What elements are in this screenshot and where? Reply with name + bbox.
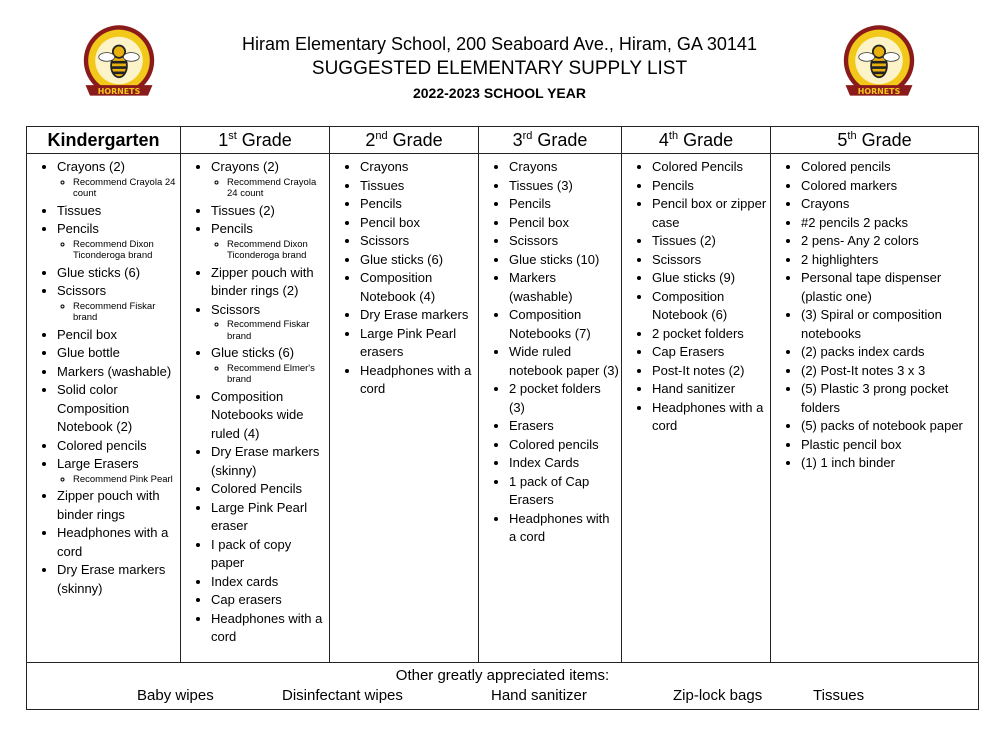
header-grade-4: 4th Grade [622, 127, 771, 154]
other-items-list [27, 687, 978, 709]
supply-item-text: Markers (washable) [509, 270, 573, 304]
recommendation-note: ◦ Recommend Elmer's brand [227, 363, 327, 386]
supply-item-text: Scissors [211, 301, 261, 317]
grade-1-column [181, 154, 330, 663]
supply-item [57, 487, 178, 524]
supply-item [57, 363, 178, 382]
supply-item [211, 301, 327, 343]
supply-item-text: Colored pencils [801, 159, 891, 174]
list-title: SUGGESTED ELEMENTARY SUPPLY LIST [311, 58, 688, 79]
supply-item [509, 195, 619, 214]
supply-item [360, 325, 476, 362]
supply-item-text: 2 pens- Any 2 colors [801, 233, 919, 248]
supply-item-text: Scissors [509, 233, 559, 248]
supply-item [211, 536, 327, 573]
supply-item-text: Pencils [509, 196, 551, 211]
supply-item-text: Crayons (2) [57, 159, 125, 174]
supply-item-text: Hand sanitizer [652, 381, 736, 396]
supply-item-text: Glue sticks (6) [57, 264, 141, 280]
supply-item [57, 202, 178, 221]
supply-item-text: Scissors [652, 251, 702, 267]
document-header [0, 32, 999, 104]
grade-5-column [771, 154, 979, 663]
supply-item [652, 251, 768, 270]
supply-item-text: Cap Erasers [652, 344, 725, 359]
supply-item [652, 177, 768, 196]
supply-item [801, 251, 976, 270]
recommendation-list [211, 319, 327, 342]
supply-item-text: Colored Pencils [211, 481, 303, 496]
supply-item-text: (3) Spiral or composition notebooks [801, 307, 942, 341]
supply-item [509, 510, 619, 547]
supply-item-text: Scissors [360, 233, 410, 248]
supply-item [652, 158, 768, 177]
supply-item [57, 220, 178, 262]
supply-item [509, 232, 619, 251]
supply-item [211, 220, 327, 262]
other-item: Zip-lock bags [673, 687, 763, 704]
supply-item-text: Colored pencils [509, 436, 599, 452]
supply-item-text: Large Erasers [57, 456, 139, 471]
supply-item-text: Plastic pencil box [801, 436, 902, 452]
supply-item [57, 561, 178, 598]
supply-item-text: Glue sticks (6) [360, 251, 444, 267]
supply-item [211, 388, 327, 444]
supply-table [26, 126, 979, 710]
school-year: 2022-2023 SCHOOL YEAR [412, 85, 586, 101]
recommendation-list [57, 239, 178, 262]
supply-item [652, 380, 768, 399]
supply-item-text: Composition Notebook (4) [360, 270, 436, 304]
recommendation-note: ◦ Recommend Dixon Ticonderoga brand [227, 239, 327, 262]
recommendation-list [57, 177, 178, 200]
supply-item [211, 344, 327, 386]
recommendation-note: ◦ Recommend Fiskar brand [73, 301, 178, 324]
recommendation-list [57, 301, 178, 324]
recommendation-note: ◦ Recommend Crayola 24 count [227, 177, 327, 200]
grade-3-column [479, 154, 622, 663]
kindergarten-column [27, 154, 181, 663]
supply-item [801, 232, 976, 251]
supply-item [57, 437, 178, 456]
supply-item [652, 325, 768, 344]
supply-item-text: Zipper pouch with binder rings [57, 488, 160, 522]
supply-item-text: Composition Notebook (6) [652, 288, 728, 322]
supply-item-text: Headphones with a cord [509, 510, 610, 544]
supply-item [801, 380, 976, 417]
supply-item-text: Composition Notebooks wide ruled (4) [211, 388, 304, 441]
supply-item [57, 158, 178, 200]
supply-item-text: Glue sticks (10) [509, 251, 600, 267]
supply-item-text: Pencil box or zipper case [652, 196, 767, 230]
supply-item [360, 306, 476, 325]
supply-item [801, 214, 976, 233]
supply-item-text: Index cards [211, 573, 279, 589]
supply-item-text: Dry Erase markers (skinny) [211, 444, 320, 478]
supply-item-text: Post-It notes (2) [652, 362, 745, 378]
supply-item [509, 454, 619, 473]
supply-item-text: Zipper pouch with binder rings (2) [211, 264, 314, 298]
supply-item [509, 251, 619, 270]
supply-item [360, 195, 476, 214]
supply-item [360, 251, 476, 270]
supply-item-text: Pencil box [509, 214, 569, 230]
supply-item [509, 158, 619, 177]
supply-item-text: Tissues (3) [509, 177, 573, 193]
supply-item-text: Tissues [360, 177, 405, 193]
supply-item [652, 362, 768, 381]
supply-item-text: 1 pack of Cap Erasers [509, 473, 590, 507]
header-grade-5: 5th Grade [771, 127, 979, 154]
supply-item [509, 214, 619, 233]
supply-item [652, 288, 768, 325]
supply-item [801, 417, 976, 436]
supply-item [211, 573, 327, 592]
supply-item-text: #2 pencils 2 packs [801, 214, 908, 230]
supply-item-text: Crayons [360, 159, 409, 174]
header-grade-3: 3rd Grade [479, 127, 622, 154]
header-grade-2: 2nd Grade [330, 127, 479, 154]
other-item: Tissues [813, 687, 865, 704]
header-kindergarten: Kindergarten [27, 127, 181, 154]
other-item: Hand sanitizer [491, 687, 587, 704]
supply-item-text: Tissues (2) [652, 233, 716, 248]
supply-item [652, 343, 768, 362]
supply-item-text: I pack of copy paper [211, 536, 292, 570]
supply-item [801, 269, 976, 306]
recommendation-list [211, 177, 327, 200]
supply-item [57, 282, 178, 324]
other-items-title: Other greatly appreciated items: [395, 667, 610, 684]
recommendation-note: ◦ Recommend Dixon Ticonderoga brand [73, 239, 178, 262]
supply-item-text: Cap erasers [211, 592, 282, 607]
supply-item-text: (2) Post-It notes 3 x 3 [801, 362, 926, 378]
supply-item [360, 177, 476, 196]
supply-item [801, 177, 976, 196]
supply-item-text: Pencils [360, 196, 402, 211]
supply-item [509, 473, 619, 510]
supply-item [211, 499, 327, 536]
supply-item-text: Scissors [57, 283, 107, 298]
supply-item-text: (1) 1 inch binder [801, 455, 895, 470]
supply-item-text: Wide ruled notebook paper (3) [509, 344, 619, 378]
supply-item-text: Composition Notebooks (7) [509, 307, 591, 341]
supply-item-text: 2 highlighters [801, 251, 879, 267]
supply-item [57, 381, 178, 437]
supply-item [801, 343, 976, 362]
supply-item-text: (5) Plastic 3 prong pocket folders [801, 381, 949, 415]
supply-item-text: Erasers [509, 418, 554, 433]
supply-item-text: Index Cards [509, 455, 580, 470]
school-address: Hiram Elementary School, 200 Seaboard Ave., Hiram, GA 30141 [242, 34, 757, 54]
supply-item [211, 264, 327, 301]
supply-item-text: Pencils [211, 221, 253, 236]
supply-item-text: Solid color Composition Notebook (2) [57, 382, 133, 434]
supply-item-text: Glue sticks (9) [652, 270, 736, 285]
recommendation-list [57, 474, 178, 486]
supply-item [360, 214, 476, 233]
supply-item-text: 2 pocket folders [652, 325, 744, 341]
supply-item-text: Tissues [57, 202, 102, 218]
svg-text:HORNETS: HORNETS [97, 86, 141, 96]
supply-item-text: Headphones with a cord [57, 525, 169, 559]
supply-item-text: Dry Erase markers (skinny) [57, 562, 166, 596]
supply-item [801, 362, 976, 381]
supply-item [57, 455, 178, 485]
supply-item-text: Colored markers [801, 177, 898, 193]
supply-item [652, 399, 768, 436]
supply-item [57, 264, 178, 283]
supply-item-text: Headphones with a cord [652, 399, 764, 433]
supply-item [652, 195, 768, 232]
supply-item [211, 591, 327, 610]
supply-item [509, 380, 619, 417]
supply-item-text: Tissues (2) [211, 202, 275, 218]
supply-item [509, 436, 619, 455]
supply-item-text: Crayons [801, 196, 850, 211]
supply-item [509, 306, 619, 343]
supply-item [211, 480, 327, 499]
supply-item [211, 610, 327, 647]
recommendation-note: ◦ Recommend Pink Pearl [73, 474, 178, 486]
header-grade-1: 1st Grade [181, 127, 330, 154]
supply-item-text: Pencil box [360, 214, 420, 230]
supply-item-text: Large Pink Pearl erasers [360, 325, 457, 359]
other-item: Disinfectant wipes [282, 687, 403, 704]
supply-item [509, 343, 619, 380]
supply-item-text: Headphones with a cord [211, 610, 323, 644]
supply-item [801, 306, 976, 343]
supply-item-text: 2 pocket folders (3) [509, 381, 601, 415]
grade-4-column [622, 154, 771, 663]
supply-item [509, 177, 619, 196]
supply-item-text: Glue bottle [57, 345, 120, 360]
supply-item [801, 454, 976, 473]
supply-item [211, 202, 327, 221]
supply-item [57, 326, 178, 345]
supply-item-text: Colored Pencils [652, 159, 744, 174]
supply-item-text: Glue sticks (6) [211, 345, 295, 360]
supply-item [360, 269, 476, 306]
supply-item-text: (5) packs of notebook paper [801, 418, 963, 433]
supply-item [801, 436, 976, 455]
other-item: Baby wipes [137, 687, 214, 704]
supply-item-text: Pencils [652, 177, 694, 193]
supply-item [360, 362, 476, 399]
svg-text:HORNETS: HORNETS [857, 86, 901, 96]
supply-item-text: (2) packs index cards [801, 344, 925, 359]
supply-item [801, 195, 976, 214]
supply-item [652, 269, 768, 288]
supply-item-text: Pencils [57, 221, 99, 236]
supply-item-text: Dry Erase markers [360, 307, 469, 322]
supply-item [211, 443, 327, 480]
supply-item [509, 269, 619, 306]
supply-item [57, 344, 178, 363]
supply-item-text: Large Pink Pearl eraser [211, 499, 308, 533]
supply-item [360, 232, 476, 251]
supply-item [509, 417, 619, 436]
supply-item [57, 524, 178, 561]
supply-item-text: Personal tape dispenser (plastic one) [801, 270, 942, 304]
recommendation-note: ◦ Recommend Crayola 24 count [73, 177, 178, 200]
recommendation-note: ◦ Recommend Fiskar brand [227, 319, 327, 342]
supply-item-text: Pencil box [57, 326, 117, 342]
supply-item [801, 158, 976, 177]
supply-item-text: Crayons [509, 159, 558, 174]
supply-item-text: Colored pencils [57, 437, 147, 453]
supply-item [360, 158, 476, 177]
grade-2-column [330, 154, 479, 663]
recommendation-list [211, 239, 327, 262]
supply-item [652, 232, 768, 251]
recommendation-list [211, 363, 327, 386]
supply-item-text: Crayons (2) [211, 159, 279, 174]
supply-item [211, 158, 327, 200]
other-items-section [27, 663, 979, 710]
supply-item-text: Headphones with a cord [360, 362, 472, 396]
supply-item-text: Markers (washable) [57, 363, 172, 379]
